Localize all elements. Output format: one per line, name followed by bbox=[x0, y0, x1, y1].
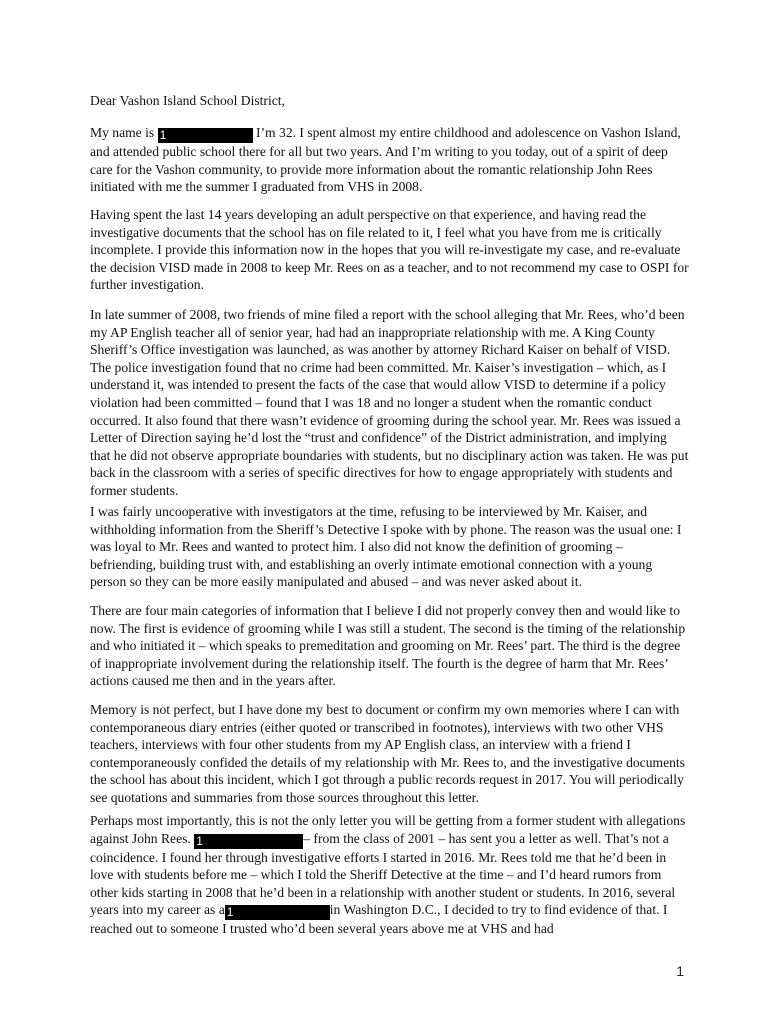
paragraph-7-text bbox=[90, 812, 690, 938]
paragraph-1 bbox=[90, 124, 690, 196]
letter-greeting bbox=[90, 92, 690, 110]
redaction-box: 1 bbox=[194, 834, 303, 849]
paragraph-3 bbox=[90, 306, 690, 500]
paragraph-1-text bbox=[90, 124, 690, 196]
paragraph-7 bbox=[90, 812, 690, 938]
p7-part2: – from the class of 2001 – has sent you a letter as well. That’s not a coincidence. I found her through investigative efforts I started in 2016. Mr. Rees told me that he’d been in love with students before me – which I told the Sheriff Detective at the time – and I’d heard rumors from other kids starting in 2008 that he’d been in a relationship with another student or students. In 2016, several years into my career as a bbox=[90, 830, 676, 918]
p7-part1: Perhaps most importantly, this is not the only letter you will be getting from a former student with allegations against John Rees. bbox=[90, 813, 686, 846]
p7-part3: in Washington D.C., I decided to try to find evidence of that. I reached out to someone I trusted who’d been several years above me at VHS and had bbox=[90, 902, 668, 937]
p1-after: I’m 32. I spent almost my entire childhood and adolescence on Vashon Island, and attended public school there for all but two years. And I’m writing to you today, out of a spirit of deep care for the Vashon community, to provide more information about the romantic relationship John Rees initiated with me the summer I graduated from VHS in 2008. bbox=[90, 125, 681, 195]
redaction-box: 1 bbox=[225, 905, 330, 920]
redaction-box: 1 bbox=[158, 128, 253, 143]
paragraph-6 bbox=[90, 701, 690, 807]
paragraph-5-text: There are four main categories of information that I believe I did not properly convey then and would like to now. The first is evidence of grooming while I was still a student. The second is the timing of the relationship and who initiated it – which speaks to premeditation and grooming on Mr. Rees’ part. The third is the degree of inappropriate involvement during the relationship itself. The fourth is the degree of harm that Mr. Rees’ actions caused me then and in the years after. bbox=[90, 603, 686, 689]
paragraph-4 bbox=[90, 503, 690, 591]
paragraph-3-text: In late summer of 2008, two friends of mine filed a report with the school alleging that Mr. Rees, who’d been my AP English teacher all of senior year, had had an inappropriate relationship with me. A King County Sheriff’s Office investigation was launched, as was another by attorney Richard Kaiser on behalf of VISD. The police investigation found that no crime had been committed. Mr. Kaiser’s investigation – which, as I understand it, was intended to present the facts of the case that would allow VISD to determine if a policy violation had been committed – found that I was 18 and no longer a student when the romantic conduct occurred. It also found that there wasn’t evidence of grooming during the school year. Mr. Rees was issued a Letter of Direction saying he’d lost the “trust and confidence” of the District administration, and implying that he did not observe appropriate boundaries with students, but no disciplinary action was taken. He was put back in the classroom with a series of specific directives for how to engage appropriately with students and former students. bbox=[90, 307, 689, 498]
paragraph-5 bbox=[90, 602, 690, 690]
paragraph-2 bbox=[90, 206, 690, 294]
p1-before: My name is bbox=[90, 125, 158, 140]
page-number: 1 bbox=[676, 963, 684, 979]
paragraph-6-text: Memory is not perfect, but I have done my best to document or confirm my own memories where I can with contemporaneous diary entries (either quoted or transcribed in footnotes), interviews with two other VHS teachers, interviews with four other students from my AP English class, an interview with a friend I contemporaneously confided the details of my relationship with Mr. Rees to, and the investigative documents the school has about this incident, which I got through a public records request in 2017. You will periodically see quotations and summaries from those sources throughout this letter. bbox=[90, 702, 685, 805]
paragraph-2-text: Having spent the last 14 years developing an adult perspective on that experience, and having read the investigative documents that the school has on file related to it, I feel what you have from me is critically incomplete. I provide this information now in the hopes that you will re-investigate my case, and re-evaluate the decision VISD made in 2008 to keep Mr. Rees on as a teacher, and to not recommend my case to OSPI for further investigation. bbox=[90, 207, 689, 293]
paragraph-4-text: I was fairly uncooperative with investigators at the time, refusing to be interviewed by Mr. Kaiser, and withholding information from the Sheriff’s Detective I spoke with by phone. The reason was the usual one: I was loyal to Mr. Rees and wanted to protect him. I also did not know the definition of grooming – befriending, building trust with, and establishing an overly intimate emotional connection with a young person so they can be more easily manipulated and abused – and was never asked about it. bbox=[90, 504, 682, 590]
greeting-text: Dear Vashon Island School District, bbox=[90, 93, 285, 108]
